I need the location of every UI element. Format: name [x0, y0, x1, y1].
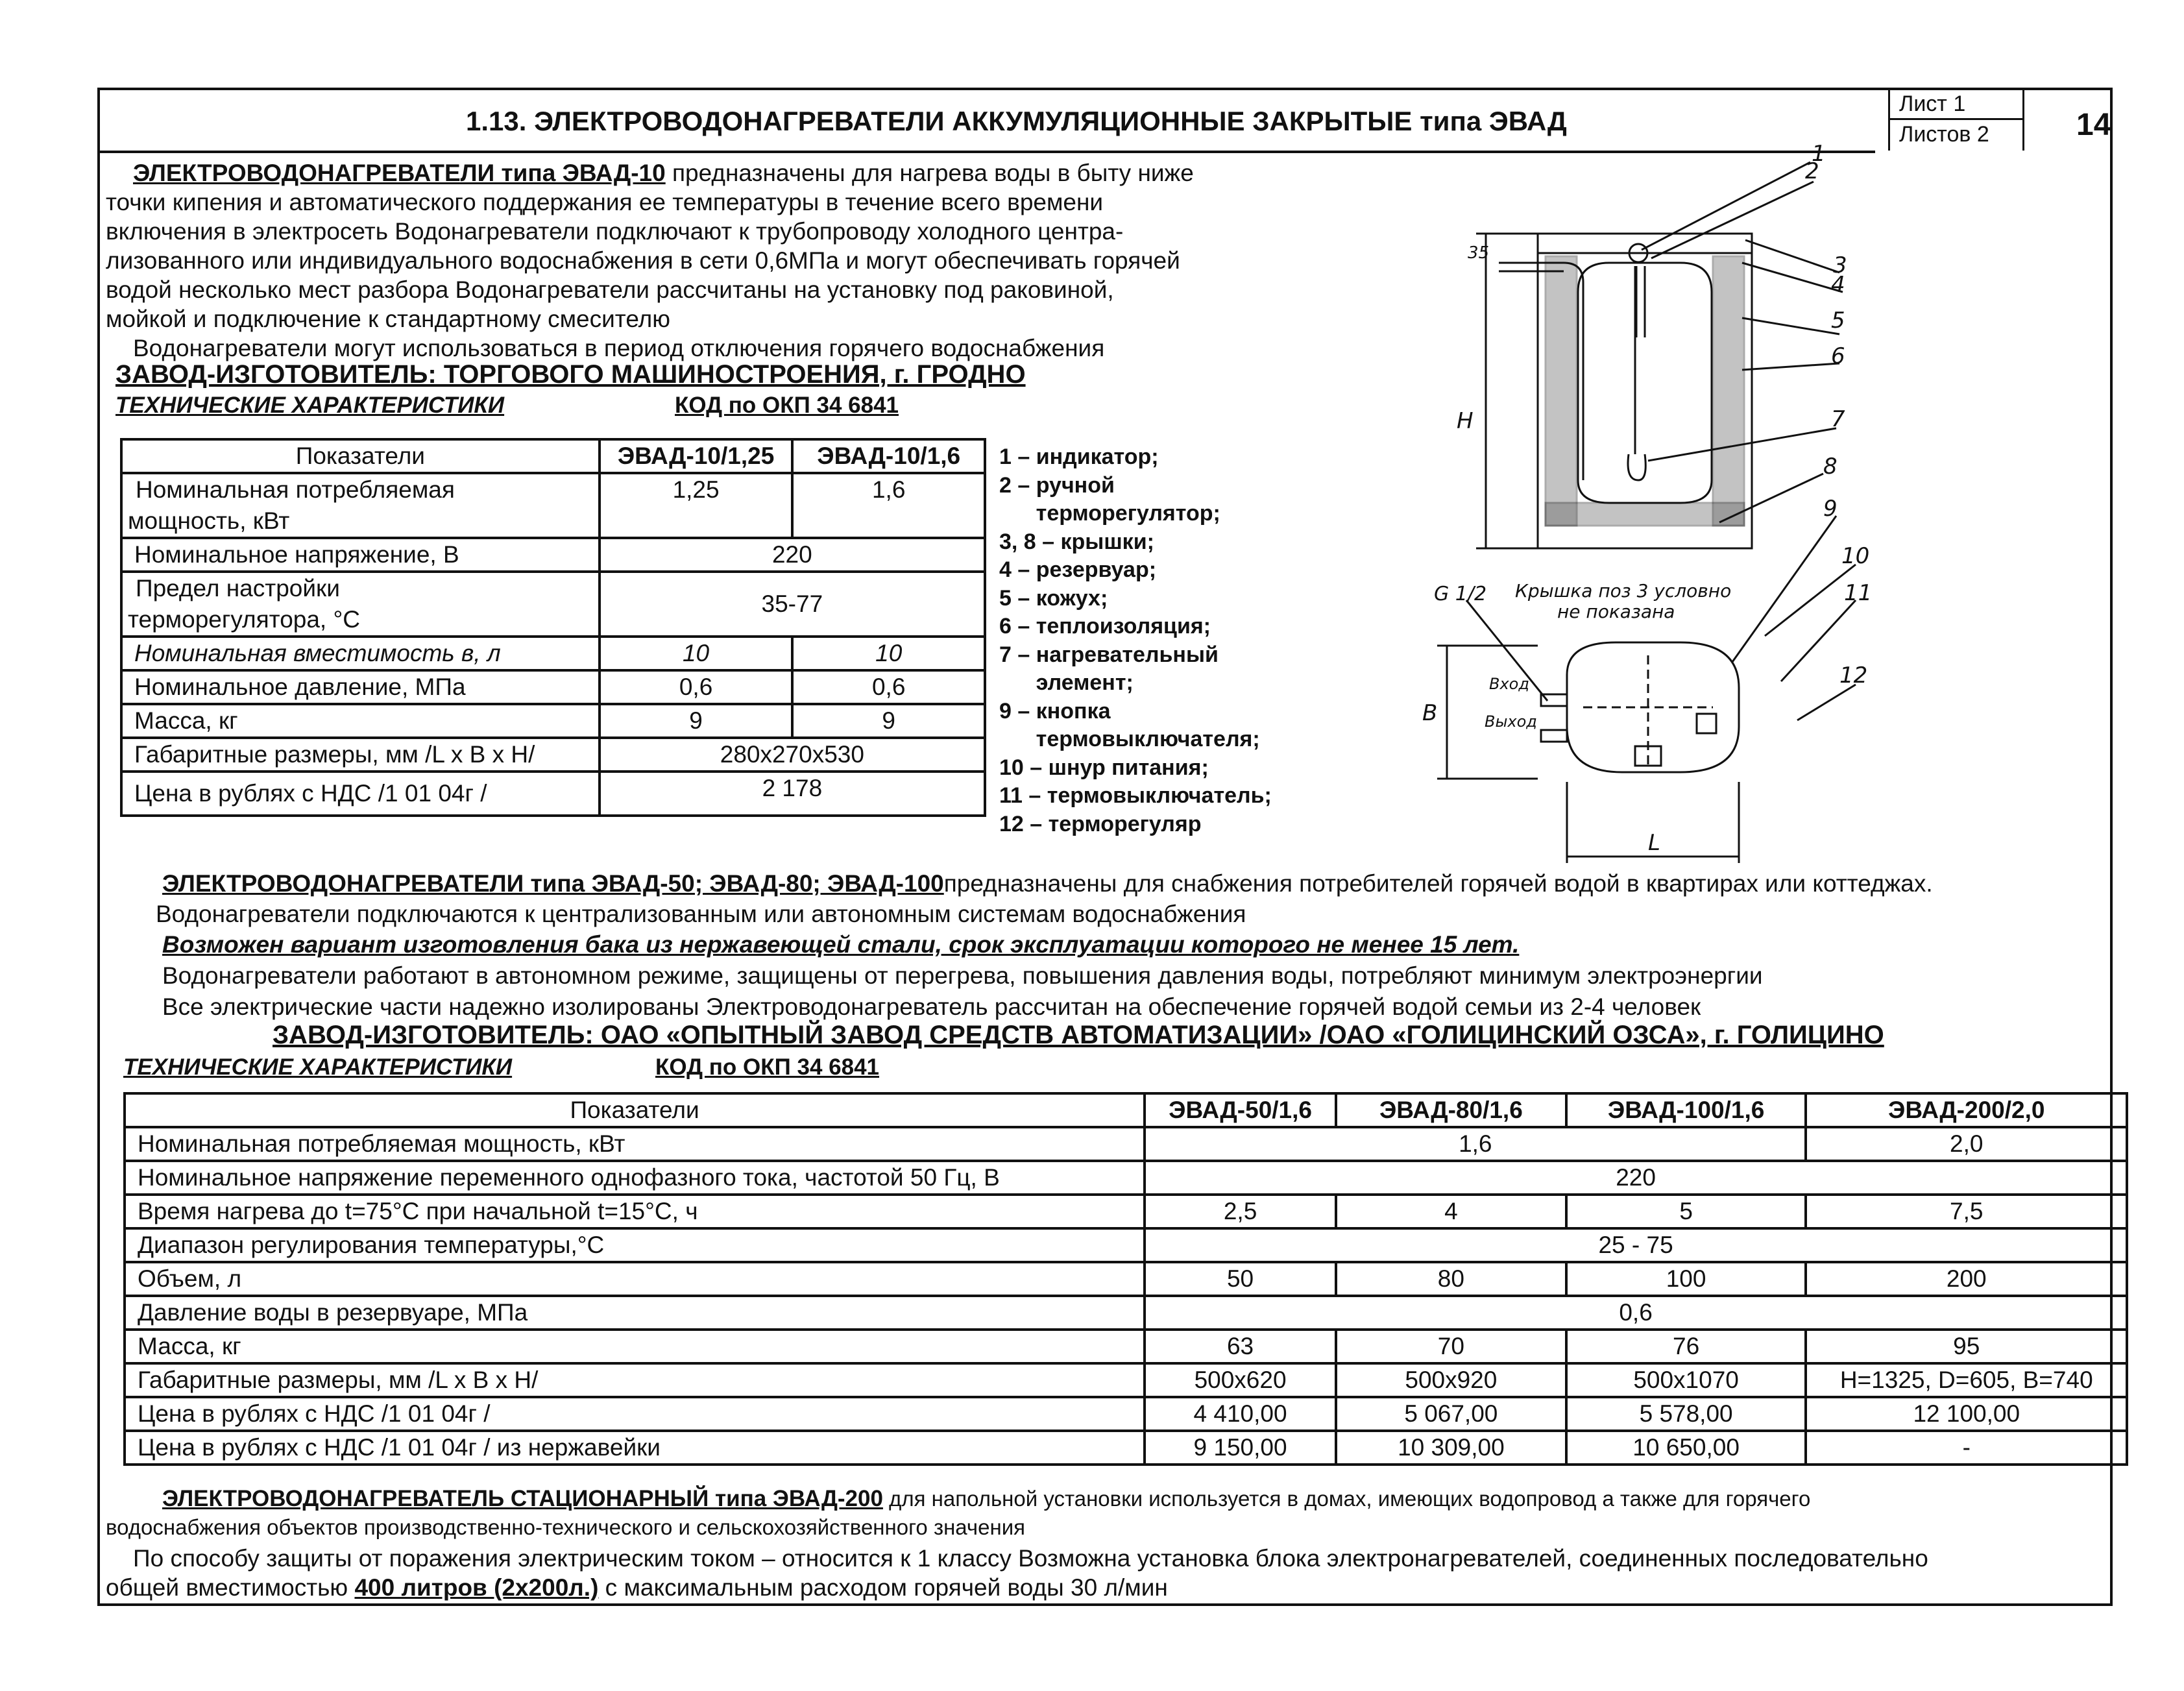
t2-cell: 25 - 75 [1145, 1228, 2127, 1262]
callout-8: 8 [1823, 454, 1838, 480]
s3-line-2: водоснабжения объектов производственно-технического и сельскохозяйственного значения [106, 1515, 1026, 1539]
t2-cell: 0,6 [1145, 1296, 2127, 1330]
t2-row-label: Давление воды в резервуаре, МПа [125, 1296, 1145, 1330]
s2-line-1 [162, 870, 1933, 898]
t2-row-label: Диапазон регулирования температуры,°С [125, 1228, 1145, 1262]
s1-line-4: лизованного или индивидуального водоснабжения в сети 0,6МПа и могут обеспечивать горячей [106, 247, 1180, 274]
callout-9: 9 [1823, 496, 1838, 522]
t2-cell: 1,6 [1145, 1127, 1806, 1161]
t2-row-label: Время нагрева до t=75°С при начальной t=15°С, ч [125, 1195, 1145, 1228]
s1-line-2: точки кипения и автоматического поддержания ее температуры в течение всего времени [106, 189, 1104, 215]
s3-text-4a: общей вместимостью [106, 1574, 355, 1601]
table-row [121, 670, 985, 704]
t2-cell: 2,5 [1145, 1195, 1336, 1228]
callout-11: 11 [1844, 580, 1873, 606]
t2-row-label: Масса, кг [125, 1330, 1145, 1363]
sheet-number: Лист 1 [1890, 90, 2022, 120]
t1-row-label: Номинальная вместимость в, л [121, 637, 600, 670]
table-row [121, 772, 985, 816]
s3-line-4 [106, 1574, 1168, 1602]
table-row [125, 1397, 2127, 1431]
callout-4: 4 [1831, 272, 1845, 298]
s3-line-3: По способу защиты от поражения электрическим током – относится к 1 классу Возможна установка блока электронагревателей, соединенных последовательно [133, 1545, 1928, 1572]
t1-cell: 220 [600, 538, 985, 572]
s2-text-1: предназначены для снабжения потребителей горячей водой в квартирах или коттеджах. [943, 870, 1933, 897]
spec-table-evad10 [120, 438, 986, 817]
table-row [121, 704, 985, 738]
t2-cell: 70 [1336, 1330, 1566, 1363]
component-legend: 1 – индикатор; 2 – ручной терморегулятор; 3, 8 – крышки; 4 – резервуар; 5 – кожух; 6 – теплоизоляция; 7 – нагревательный элемент; 9 – кнопка термовыключателя; 10 – шнур питания; 11 – термовыключатель; 12 – терморегуляр [999, 444, 1272, 836]
table-row [125, 1296, 2127, 1330]
t2-cell: 7,5 [1806, 1195, 2127, 1228]
table-row [125, 1161, 2127, 1195]
table-row [125, 1330, 2127, 1363]
s1-lead: ЭЛЕКТРОВОДОНАГРЕВАТЕЛИ типа ЭВАД-10 [133, 160, 666, 186]
callout-2: 2 [1805, 158, 1819, 184]
dim-b: B [1422, 700, 1438, 726]
table-row [121, 637, 985, 670]
s2-okp-code: КОД по ОКП 34 6841 [655, 1054, 880, 1080]
t2-header-model-1: ЭВАД-50/1,6 [1145, 1093, 1336, 1127]
table-row [125, 1262, 2127, 1296]
table-row [121, 572, 985, 637]
table-row [125, 1363, 2127, 1397]
s1-maker: ЗАВОД-ИЗГОТОВИТЕЛЬ: ТОРГОВОГО МАШИНОСТРОЕНИЯ, г. ГРОДНО [115, 360, 1026, 389]
t2-cell: 2,0 [1806, 1127, 2127, 1161]
table-row [125, 1127, 2127, 1161]
s1-okp-code: КОД по ОКП 34 6841 [675, 393, 899, 418]
t1-row-label: Номинальное давление, МПа [121, 670, 600, 704]
t2-cell: 500x920 [1336, 1363, 1566, 1397]
t1-r3-label-2: терморегулятора, °С [128, 606, 361, 633]
s3-text-1: для напольной установки используется в домах, имеющих водопровод а также для горячего [882, 1487, 1811, 1511]
t2-cell: 95 [1806, 1330, 2127, 1363]
t2-cell: 5 [1566, 1195, 1806, 1228]
t1-cell: 9 [792, 704, 985, 738]
t1-cell: 1,6 [792, 473, 985, 538]
s2-lead: ЭЛЕКТРОВОДОНАГРЕВАТЕЛИ типа ЭВАД-50; ЭВАД-80; ЭВАД-100 [162, 870, 944, 897]
t2-cell: 100 [1566, 1262, 1806, 1296]
thread-g12: G 1/2 [1434, 583, 1487, 605]
page-title: 1.13. ЭЛЕКТРОВОДОНАГРЕВАТЕЛИ АККУМУЛЯЦИОННЫЕ ЗАКРЫТЫЕ типа ЭВАД [466, 106, 1567, 136]
t2-row-label: Номинальная потребляемая мощность, кВт [125, 1127, 1145, 1161]
s1-line-7: Водонагреватели могут использоваться в период отключения горячего водоснабжения [133, 335, 1105, 361]
s1-line-1 [133, 159, 1194, 188]
t1-row-label: Габаритные размеры, мм /L x B x H/ [121, 738, 600, 772]
t2-cell: 76 [1566, 1330, 1806, 1363]
t1-cell: 35-77 [600, 572, 985, 637]
callout-5: 5 [1831, 308, 1845, 334]
t2-cell: 63 [1145, 1330, 1336, 1363]
s2-line-2: Водонагреватели подключаются к централизованным или автономным системам водоснабжения [156, 901, 1246, 927]
table-row [121, 538, 985, 572]
t1-row-label [121, 572, 600, 637]
table-row [121, 439, 985, 473]
t2-cell: H=1325, D=605, B=740 [1806, 1363, 2127, 1397]
t1-header-param: Показатели [121, 439, 600, 473]
t1-r3-label-1: Предел настройки [136, 575, 340, 602]
t2-cell: 220 [1145, 1161, 2127, 1195]
inlet-label: Вход [1489, 675, 1529, 693]
t2-row-label: Цена в рублях с НДС /1 01 04г / из нержавейки [125, 1431, 1145, 1465]
s1-line-6: мойкой и подключение к стандартному смесителю [106, 306, 671, 332]
dim-h: H [1457, 408, 1474, 434]
page-number: 14 [2076, 108, 2111, 142]
s3-volume: 400 литров (2х200л.) [354, 1574, 599, 1601]
t2-cell: 200 [1806, 1262, 2127, 1296]
s1-line-3: включения в электросеть Водонагреватели подключают к трубопроводу холодного центра- [106, 218, 1124, 245]
s2-line-5: Все электрические части надежно изолированы Электроводонагреватель рассчитан на обеспечение горячей водой семьи из 2-4 человек [162, 993, 1701, 1020]
s3-line-1 [162, 1486, 1810, 1512]
table-row [125, 1431, 2127, 1465]
spec-table-evad50-200 [123, 1092, 2128, 1466]
t2-cell: 80 [1336, 1262, 1566, 1296]
dim-l: L [1648, 830, 1660, 856]
s1-specs-label: ТЕХНИЧЕСКИЕ ХАРАКТЕРИСТИКИ [115, 393, 505, 418]
s1-line-5: водой несколько мест разбора Водонагреватели рассчитаны на установку под раковиной, [106, 276, 1114, 303]
table-row [121, 473, 985, 538]
t1-cell: 10 [600, 637, 793, 670]
s2-line-4: Водонагреватели работают в автономном режиме, защищены от перегрева, повышения давления воды, потребляют минимум электроэнергии [162, 962, 1763, 989]
t1-row-label: Номинальное напряжение, В [121, 538, 600, 572]
table-row [121, 738, 985, 772]
t2-cell: 500x620 [1145, 1363, 1336, 1397]
drawing-note-2: не показана [1557, 601, 1675, 622]
t2-cell: 5 578,00 [1566, 1397, 1806, 1431]
t2-row-label: Объем, л [125, 1262, 1145, 1296]
table-row [125, 1093, 2127, 1127]
t2-cell: 10 309,00 [1336, 1431, 1566, 1465]
t2-cell: 10 650,00 [1566, 1431, 1806, 1465]
t1-cell: 1,25 [600, 473, 793, 538]
t2-cell: 12 100,00 [1806, 1397, 2127, 1431]
t1-header-model-1: ЭВАД-10/1,25 [600, 439, 793, 473]
t2-header-model-4: ЭВАД-200/2,0 [1806, 1093, 2127, 1127]
s3-lead: ЭЛЕКТРОВОДОНАГРЕВАТЕЛЬ СТАЦИОНАРНЫЙ типа ЭВАД-200 [162, 1486, 883, 1511]
t2-cell: 9 150,00 [1145, 1431, 1336, 1465]
t2-cell: 50 [1145, 1262, 1336, 1296]
t2-cell: 5 067,00 [1336, 1397, 1566, 1431]
t2-cell: 4 [1336, 1195, 1566, 1228]
s2-maker: ЗАВОД-ИЗГОТОВИТЕЛЬ: ОАО «ОПЫТНЫЙ ЗАВОД СРЕДСТВ АВТОМАТИЗАЦИИ» /ОАО «ГОЛИЦИНСКИЙ ОЗСА», г. ГОЛИЦИНО [273, 1021, 1884, 1049]
t2-row-label: Номинальное напряжение переменного однофазного тока, частотой 50 Гц, В [125, 1161, 1145, 1195]
t2-row-label: Габаритные размеры, мм /L x B x H/ [125, 1363, 1145, 1397]
t2-header-model-3: ЭВАД-100/1,6 [1566, 1093, 1806, 1127]
table-row [125, 1195, 2127, 1228]
t1-r1-label-1: Номинальная потребляемая [136, 476, 455, 503]
callout-10: 10 [1841, 543, 1870, 569]
table-row [125, 1228, 2127, 1262]
t1-cell: 10 [792, 637, 985, 670]
t1-cell: 0,6 [792, 670, 985, 704]
t1-r1-label-2: мощность, кВт [128, 507, 290, 534]
t2-cell: 500x1070 [1566, 1363, 1806, 1397]
callout-6: 6 [1831, 343, 1845, 369]
t2-header-param: Показатели [125, 1093, 1145, 1127]
t1-row-label: Масса, кг [121, 704, 600, 738]
heater-drawing [1408, 143, 2063, 876]
s2-specs-label: ТЕХНИЧЕСКИЕ ХАРАКТЕРИСТИКИ [123, 1054, 513, 1080]
callout-3: 3 [1833, 252, 1847, 278]
t1-cell: 0,6 [600, 670, 793, 704]
t1-row-label [121, 473, 600, 538]
t2-cell: 4 410,00 [1145, 1397, 1336, 1431]
sheets-total: Листов 2 [1899, 122, 1989, 147]
callout-12: 12 [1839, 663, 1868, 688]
t1-cell: 280x270x530 [600, 738, 985, 772]
outlet-label: Выход [1485, 712, 1537, 731]
s3-text-4c: с максимальным расходом горячей воды 30 л/мин [598, 1574, 1168, 1601]
callout-7: 7 [1831, 406, 1845, 432]
dim-35: 35 [1468, 243, 1490, 263]
t1-row-label: Цена в рублях с НДС /1 01 04г / [121, 772, 600, 816]
t2-header-model-2: ЭВАД-80/1,6 [1336, 1093, 1566, 1127]
t1-header-model-2: ЭВАД-10/1,6 [792, 439, 985, 473]
sheet-box [1888, 90, 2024, 151]
drawing-note-1: Крышка поз 3 условно [1515, 580, 1732, 602]
t1-cell: 2 178 [600, 772, 985, 816]
t2-cell: - [1806, 1431, 2127, 1465]
t1-cell: 9 [600, 704, 793, 738]
s2-line-3: Возможен вариант изготовления бака из нержавеющей стали, срок эксплуатации которого не менее 15 лет. [162, 931, 1520, 958]
callout-1: 1 [1812, 143, 1826, 167]
s1-text-1: предназначены для нагрева воды в быту ниже [665, 160, 1194, 186]
t2-row-label: Цена в рублях с НДС /1 01 04г / [125, 1397, 1145, 1431]
